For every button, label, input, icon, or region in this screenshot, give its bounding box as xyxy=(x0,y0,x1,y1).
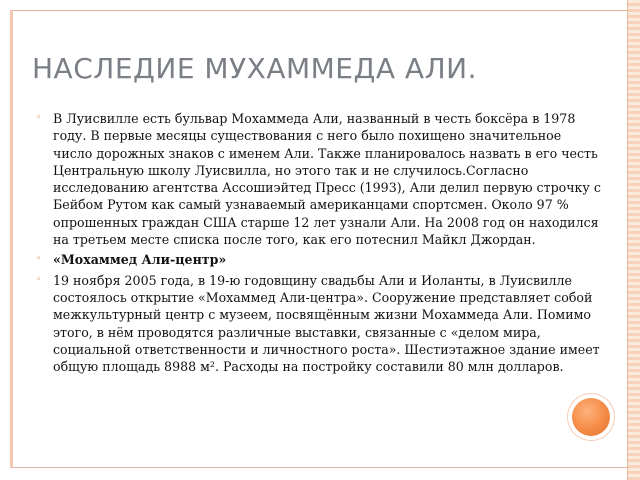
bullet-icon: ◦ xyxy=(36,113,42,123)
bullet-item-boulevard xyxy=(36,110,601,248)
bullet-text: «Мохаммед Али-центр» xyxy=(53,252,227,268)
slide-title: НАСЛЕДИЕ МУХАММЕДА АЛИ. xyxy=(32,52,477,85)
bullet-icon: ◦ xyxy=(36,274,42,285)
bullet-item-center-heading xyxy=(36,251,601,268)
left-border-line xyxy=(10,10,13,468)
bullet-icon: ◦ xyxy=(36,254,42,265)
right-edge-stripe xyxy=(627,0,640,480)
bullet-text: В Луисвилле есть бульвар Мохаммеда Али, названный в честь боксёра в 1978 году. В первые месяцы существования с него было похищено значительное число дорожных знаков с именем Али. Также планировалось назвать в его честь Центральную школу Луисвилла, но этого так и не случилось.Согласно исследованию агентства Ассошиэйтед Пресс (1993), Али делил первую строчку с Бейбом Рутом как самый узнаваемый американцами спортсмен. Около 97 % опрошенных граждан США старше 12 лет узнали Али. На 2008 год он находился на третьем месте списка после того, как его потеснил Майкл Джордан. xyxy=(53,111,601,248)
bullet-text: 19 ноября 2005 года, в 19-ю годовщину свадьбы Али и Иоланты, в Луисвилле состоялось открытие «Мохаммед Али-центра». Сооружение представляет собой межкультурный центр с музеем, посвящённым жизни Мохаммеда Али. Помимо этого, в нём проводятся различные выставки, связанные с «делом мира, социальной ответственности и личностного роста». Шестиэтажное здание имеет общую площадь 8988 м². Расходы на постройку составили 80 млн долларов. xyxy=(53,272,600,375)
slide-body xyxy=(36,110,601,378)
bullet-item-center-description xyxy=(36,272,601,376)
decorative-circle-icon xyxy=(572,398,610,436)
